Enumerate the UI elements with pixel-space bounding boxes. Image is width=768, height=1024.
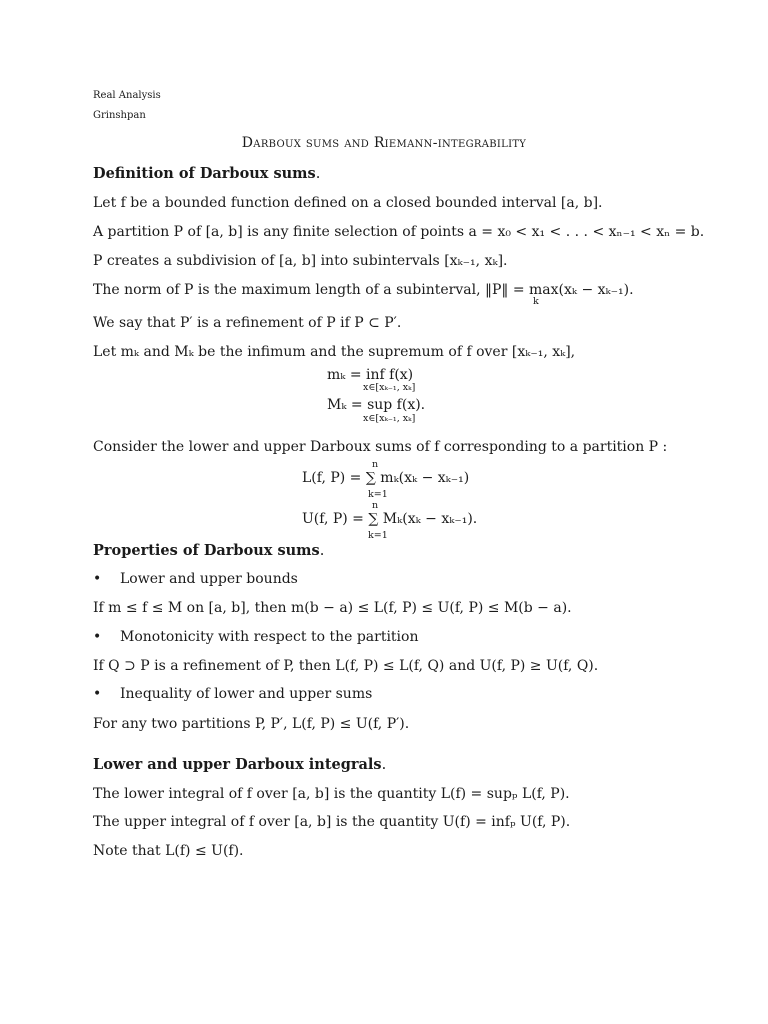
text-line-two-partitions: For any two partitions P, P′, L(f, P) ≤ U(f, P′).: [93, 716, 410, 732]
sum-U-lower-limit: k=1: [368, 530, 388, 541]
text-line-monotonicity-inequality: If Q ⊃ P is a refinement of P, then L(f, P) ≤ L(f, Q) and U(f, P) ≥ U(f, Q).: [93, 658, 599, 674]
text-line-bounds-inequality: If m ≤ f ≤ M on [a, b], then m(b − a) ≤ L(f, P) ≤ U(f, P) ≤ M(b − a).: [93, 600, 572, 616]
bullet-item-sum-inequality: [0, 686, 768, 706]
sum-U-upper-limit: n: [372, 500, 379, 511]
norm-max-subscript: k: [533, 296, 539, 307]
heading-period: .: [319, 543, 325, 559]
bullet-icon: •: [93, 629, 102, 645]
bullet-text: Lower and upper bounds: [120, 571, 298, 587]
text-line-bounded-function: Let f be a bounded function defined on a closed bounded interval [a, b].: [93, 195, 603, 211]
bullet-text: Monotonicity with respect to the partition: [120, 629, 419, 645]
equation-m-k-subscript: x∈[xₖ₋₁, xₖ]: [363, 382, 416, 393]
text-line-upper-integral: The upper integral of f over [a, b] is the quantity U(f) = infₚ U(f, P).: [93, 814, 571, 830]
section-heading-integrals-text: Lower and upper Darboux integrals: [93, 756, 382, 773]
text-line-darboux-sums: Consider the lower and upper Darboux sums of f corresponding to a partition P :: [93, 439, 668, 455]
document-title: Darboux sums and Riemann-integrability: [241, 135, 527, 151]
text-line-note: Note that L(f) ≤ U(f).: [93, 843, 244, 859]
header-author: Grinshpan: [93, 110, 146, 121]
section-heading-integrals: [93, 756, 386, 773]
section-heading-definition: [93, 165, 320, 182]
heading-period: .: [315, 166, 321, 182]
text-line-lower-integral: The lower integral of f over [a, b] is the quantity L(f) = supₚ L(f, P).: [93, 786, 570, 802]
text-line-inf-sup: Let mₖ and Mₖ be the infimum and the supremum of f over [xₖ₋₁, xₖ],: [93, 344, 576, 360]
text-line-refinement: We say that P′ is a refinement of P if P ⊂ P′.: [93, 315, 402, 331]
text-line-partition: A partition P of [a, b] is any finite selection of points a = x₀ < x₁ < . . . < xₙ₋₁ < xₙ = b.: [93, 224, 705, 240]
equation-m-k: mₖ = inf f(x): [327, 367, 414, 383]
section-heading-properties: [93, 542, 324, 559]
bullet-item-bounds: [0, 571, 768, 591]
bullet-item-monotonicity: [0, 629, 768, 649]
equation-M-k-subscript: x∈[xₖ₋₁, xₖ]: [363, 413, 416, 424]
sum-L-upper-limit: n: [372, 459, 379, 470]
heading-period: .: [381, 757, 387, 773]
bullet-icon: •: [93, 686, 102, 702]
section-heading-properties-text: Properties of Darboux sums: [93, 542, 320, 559]
equation-M-k: Mₖ = sup f(x).: [327, 397, 426, 413]
bullet-text: Inequality of lower and upper sums: [120, 686, 373, 702]
equation-upper-sum: U(f, P) = ∑ Mₖ(xₖ − xₖ₋₁).: [302, 511, 478, 527]
header-course: Real Analysis: [93, 90, 161, 101]
text-line-norm: The norm of P is the maximum length of a subinterval, ‖P‖ = max(xₖ − xₖ₋₁).: [93, 282, 634, 298]
sum-L-lower-limit: k=1: [368, 489, 388, 500]
section-heading-definition-text: Definition of Darboux sums: [93, 165, 316, 182]
bullet-icon: •: [93, 571, 102, 587]
text-line-subdivision: P creates a subdivision of [a, b] into subintervals [xₖ₋₁, xₖ].: [93, 253, 508, 269]
equation-lower-sum: L(f, P) = ∑ mₖ(xₖ − xₖ₋₁): [302, 470, 470, 486]
